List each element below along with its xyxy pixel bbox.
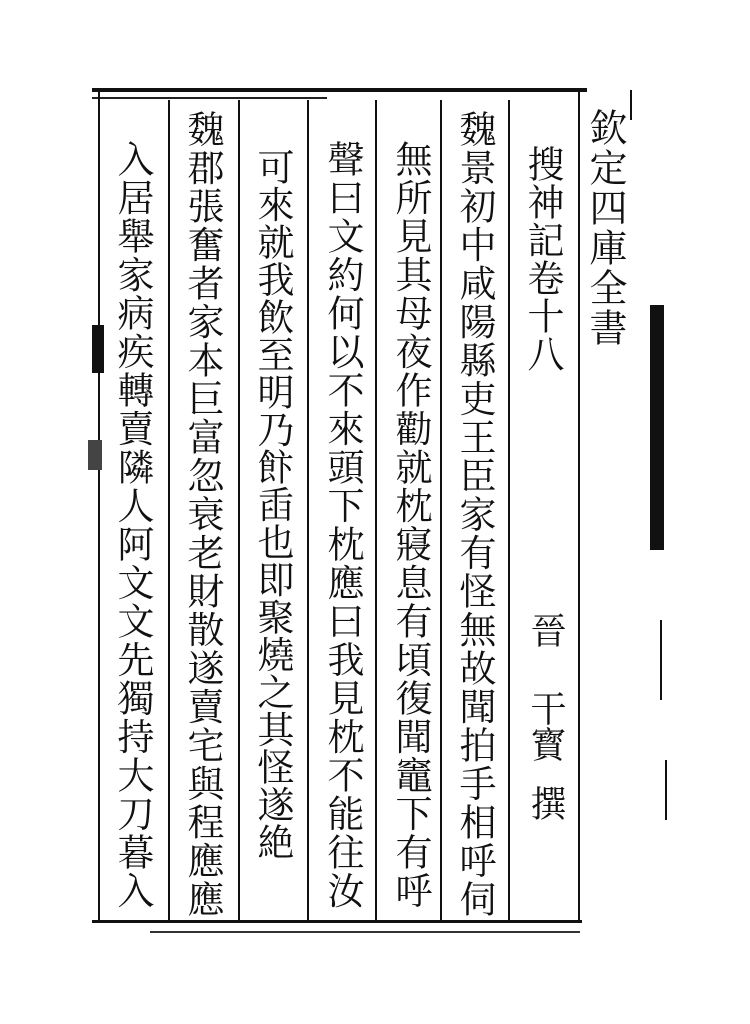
top-border-rule — [92, 88, 587, 92]
text-column: 無所見其母夜作勸就枕寢息有頃復聞竈下有呼 — [389, 140, 432, 910]
edge-scan-mark — [665, 760, 667, 820]
edge-scan-mark — [92, 325, 104, 373]
edge-scan-mark — [88, 440, 102, 470]
author-role: 撰 — [525, 785, 566, 821]
text-column: 可來就我飲至明乃飰臿也即聚燒之其怪遂絶 — [251, 148, 294, 861]
collection-title: 欽定四庫全書 — [583, 108, 627, 348]
edge-scan-mark — [660, 620, 662, 700]
column-divider — [375, 100, 377, 920]
author-name: 干寳 — [525, 690, 566, 762]
text-column: 聲曰文約何以不來頭下枕應曰我見枕不能往汝 — [321, 140, 364, 910]
column-divider — [98, 92, 100, 922]
column-divider — [238, 100, 240, 920]
book-title: 搜神記卷十八 — [521, 145, 564, 373]
column-divider — [508, 100, 510, 920]
text-column: 入居舉家病疾轉賣隣人阿文文先獨持大刀暮入 — [111, 140, 154, 910]
binding-spine-mark — [650, 305, 664, 550]
bottom-border-rule — [92, 920, 582, 923]
text-column: 魏郡張奮者家本巨富忽衰老財散遂賣宅與程應應 — [181, 110, 224, 919]
column-divider — [578, 90, 580, 922]
column-divider — [168, 100, 170, 920]
column-divider — [307, 100, 309, 920]
edge-scan-mark — [630, 90, 632, 120]
column-divider — [440, 100, 442, 920]
author-dynasty: 晉 — [525, 612, 566, 648]
bottom-border-inner-rule — [150, 931, 580, 933]
text-column: 魏景初中咸陽縣吏王臣家有怪無故聞拍手相呼伺 — [453, 110, 496, 919]
top-border-inner-rule — [92, 97, 327, 99]
